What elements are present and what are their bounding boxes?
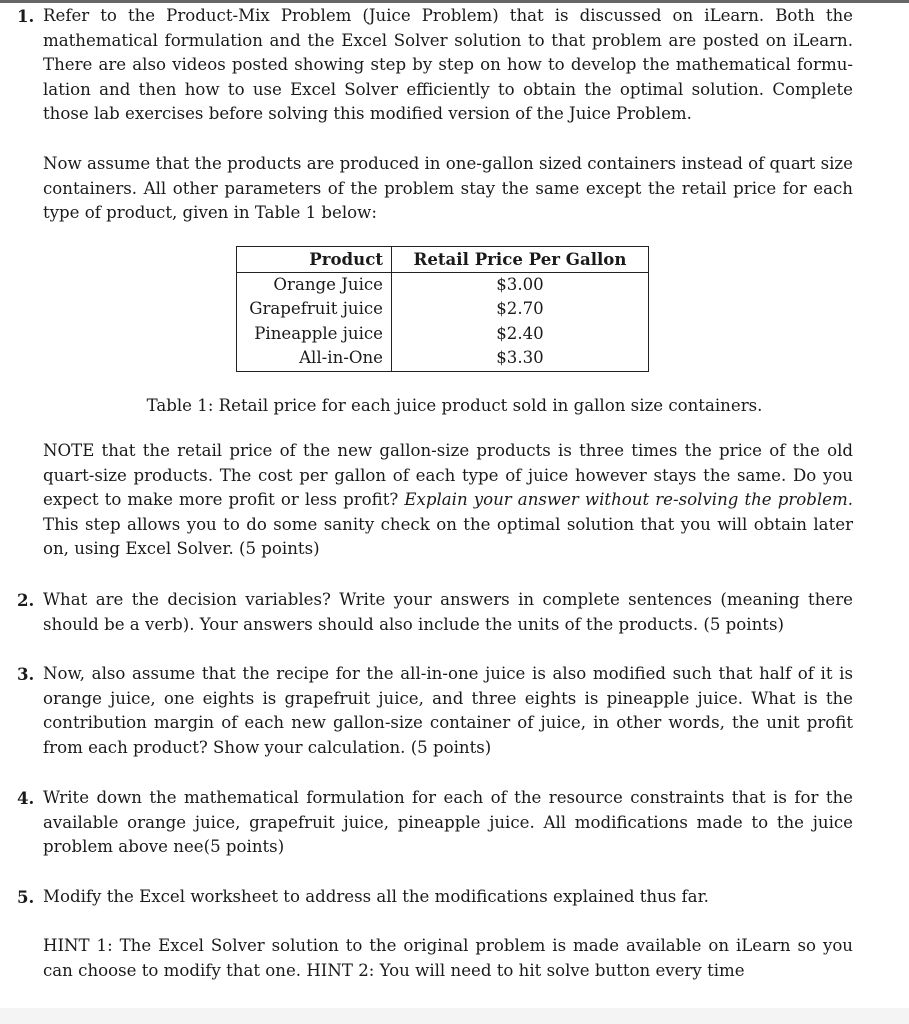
q5-text: Modify the Excel worksheet to address all the modifications explained thus far. <box>43 887 709 906</box>
q5-number: 5. <box>17 887 35 907</box>
q1-note-part-b: This step allows you to do some sanity check on the optimal solution that you will obtain later on, using Excel Solver. (5 points) <box>43 514 853 559</box>
q1-note-italic: Explain your answer without re-solving the problem. <box>404 490 854 510</box>
q1-note-part-a: NOTE that the retail price of the new gallon-size products is three times the price of the old quart-size products. The cost per gallon of each type of juice however stays the same. Do you expect to make more profit or less profit? <box>43 441 853 510</box>
table-row <box>237 322 649 347</box>
price-table <box>236 246 649 372</box>
header-product: Product <box>237 247 392 273</box>
product-cell: Orange Juice <box>237 272 392 297</box>
q3-number: 3. <box>17 664 35 684</box>
q3-text: Now, also assume that the recipe for the all-in-one juice is also modified such that half of it is orange juice, one eights is grapefruit juice, and three eights is pineapple juice. What is the contribution margin of each new gallon-size container of juice, in other words, the unit profit from each product? Show your calculation. (5 points) <box>43 664 853 757</box>
q1-scenario: Now assume that the products are produced in one-gallon sized containers instead of quart size containers. All other parameters of the problem stay the same except the retail price for each type of product, given in Table 1 below: <box>43 154 853 223</box>
table-row <box>237 297 649 322</box>
page-bottom-edge <box>0 1008 909 1024</box>
q2-number: 2. <box>17 590 35 610</box>
price-cell: $3.30 <box>392 346 649 371</box>
q4-number: 4. <box>17 788 35 808</box>
header-price: Retail Price Per Gallon <box>392 247 649 273</box>
table-row <box>237 272 649 297</box>
q1-note <box>43 439 853 562</box>
product-cell: Grapefruit juice <box>237 297 392 322</box>
table-row <box>237 346 649 371</box>
product-cell: All-in-One <box>237 346 392 371</box>
price-cell: $2.40 <box>392 322 649 347</box>
q5-hint: HINT 1: The Excel Solver solution to the original problem is made available on iLearn so you can choose to modify that one. HINT 2: You will need to hit solve button every time <box>43 936 853 980</box>
table-caption: Table 1: Retail price for each juice product sold in gallon size containers. <box>146 396 763 415</box>
price-cell: $3.00 <box>392 272 649 297</box>
q1-number: 1. <box>17 6 35 26</box>
q2-text: What are the decision variables? Write your answers in complete sentences (meaning there should be a verb). Your answers should also include the units of the products. (5 points) <box>43 590 853 634</box>
top-border <box>0 0 909 3</box>
q1-intro: Refer to the Product-Mix Problem (Juice Problem) that is discussed on iLearn. Both the mathematical formulation and the Excel Solver solution to that problem are posted on iLearn. There are also videos posted showing step by step on how to develop the mathematical formu-lation and then how to use Excel Solver efficiently to obtain the optimal solution. Complete those lab exercises before solving this modified version of the Juice Problem. <box>43 6 853 124</box>
table-header-row <box>237 247 649 273</box>
price-cell: $2.70 <box>392 297 649 322</box>
product-cell: Pineapple juice <box>237 322 392 347</box>
q4-text: Write down the mathematical formulation for each of the resource constraints that is for the available orange juice, grapefruit juice, pineapple juice. All modifications made to the juice problem above nee(5 points) <box>43 788 853 857</box>
